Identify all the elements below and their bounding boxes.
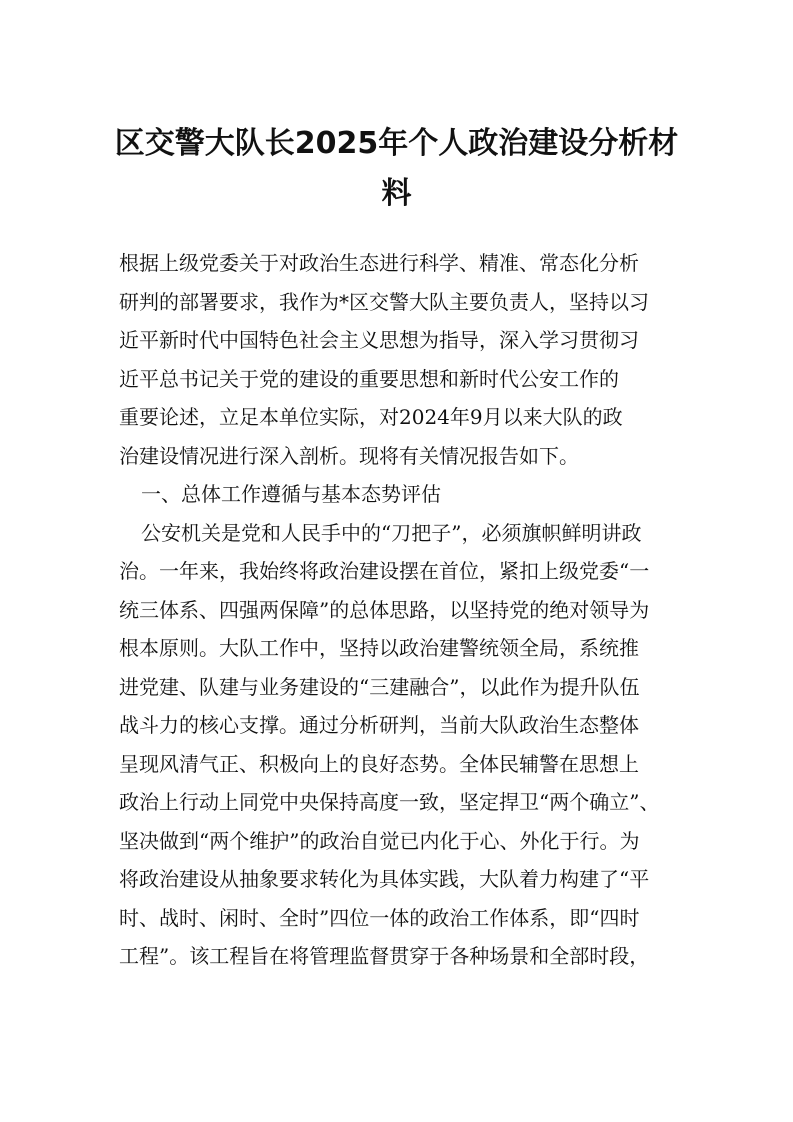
section-1-line: 根本原则。大队工作中，坚持以政治建警统领全局，系统推 — [119, 636, 639, 660]
document-body — [119, 244, 675, 976]
section-1-line: 政治上行动上同党中央保持高度一致，坚定捍卫“两个确立”、 — [119, 790, 660, 814]
document-title-line-1: 区交警大队长2025年个人政治建设分析材 — [114, 126, 679, 161]
section-1-line: 时、战时、闲时、全时”四位一体的政治工作体系，即“四时 — [119, 905, 640, 930]
intro-line: 研判的部署要求，我作为*区交警大队主要负责人，坚持以习 — [119, 289, 649, 314]
intro-paragraph — [119, 244, 675, 475]
section-1-line: 公安机关是党和人民手中的“刀把子”，必须旗帜鲜明讲政 — [141, 520, 642, 545]
intro-line: 近平总书记关于党的建设的重要思想和新时代公安工作的 — [119, 366, 619, 391]
section-1-line: 统三体系、四强两保障”的总体思路，以坚持党的绝对领导为 — [119, 597, 650, 622]
document-title-line-2: 料 — [381, 176, 412, 211]
section-1-line: 将政治建设从抽象要求转化为具体实践，大队着力构建了“平 — [119, 867, 650, 891]
intro-line: 近平新时代中国特色社会主义思想为指导，深入学习贯彻习 — [119, 328, 639, 352]
section-1-line: 呈现风清气正、积极向上的良好态势。全体民辅警在思想上 — [119, 751, 639, 776]
section-heading-text: 一、总体工作遵循与基本态势评估 — [141, 482, 441, 506]
section-1-paragraph — [119, 514, 675, 976]
intro-line: 治建设情况进行深入剖析。现将有关情况报告如下。 — [119, 443, 579, 468]
section-heading-1 — [119, 475, 675, 514]
section-1-line: 工程”。该工程旨在将管理监督贯穿于各种场景和全部时段， — [119, 944, 650, 968]
section-1-line: 进党建、队建与业务建设的“三建融合”，以此作为提升队伍 — [119, 674, 640, 699]
section-1-line: 治。一年来，我始终将政治建设摆在首位，紧扣上级党委“一 — [119, 559, 650, 583]
section-1-line: 坚决做到“两个维护”的政治自觉已内化于心、外化于行。为 — [119, 828, 640, 853]
intro-line: 重要论述，立足本单位实际，对2024年9月以来大队的政 — [119, 405, 623, 429]
intro-line: 根据上级党委关于对政治生态进行科学、精准、常态化分析 — [119, 251, 639, 275]
section-1-line: 战斗力的核心支撑。通过分析研判，当前大队政治生态整体 — [119, 713, 639, 737]
